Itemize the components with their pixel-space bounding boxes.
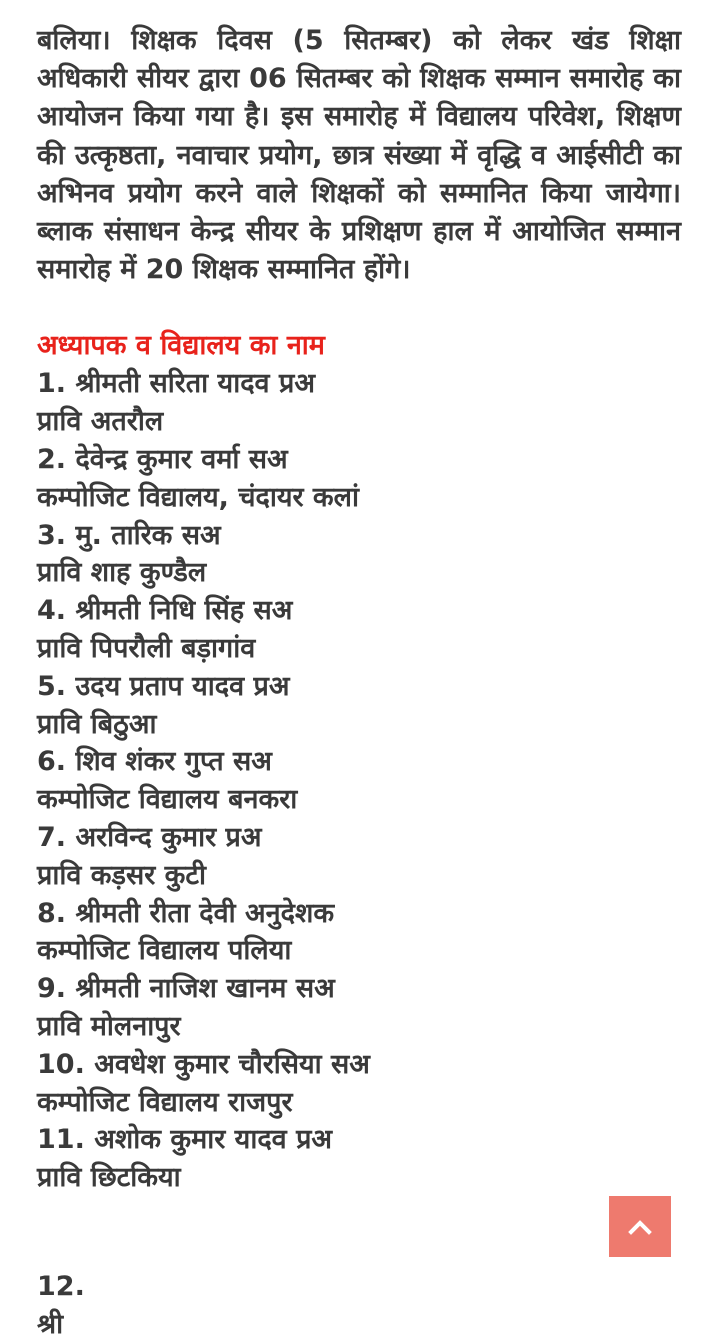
list-item (37, 517, 681, 593)
teacher-name: 2. देवेन्द्र कुमार वर्मा सअ (37, 444, 288, 476)
school-name: प्रावि छिटकिया (37, 1162, 181, 1194)
chevron-up-icon (628, 1219, 652, 1235)
list-item (37, 970, 681, 1046)
teacher-name: 10. अवधेश कुमार चौरसिया सअ (37, 1048, 370, 1080)
school-name: कम्पोजिट विद्यालय राजपुर (37, 1086, 293, 1118)
list-item (37, 1121, 681, 1197)
list-item (37, 441, 681, 517)
teacher-name: 11. अशोक कुमार यादव प्रअ (37, 1124, 333, 1156)
teacher-name: 5. उदय प्रताप यादव प्रअ (37, 670, 290, 702)
list-item-partial (37, 1268, 117, 1340)
school-name: प्रावि अतरौल (37, 406, 164, 438)
school-name: कम्पोजिट विद्यालय, चंदायर कलां (37, 481, 359, 513)
scroll-to-top-button[interactable] (609, 1196, 671, 1257)
article-intro-paragraph: बलिया। शिक्षक दिवस (5 सितम्बर) को लेकर खंड शिक्षा अधिकारी सीयर द्वारा 06 सितम्बर को शिक्षक सम्मान समारोह का आयोजन किया गया है। इस समारोह में विद्यालय परिवेश, शिक्षण की उत्कृष्ठता, नवाचार प्रयोग, छात्र संख्या में वृद्धि व आईसीटी का अभिनव प्रयोग करने वाले शिक्षकों को सम्मानित किया जायेगा। ब्लाक संसाधन केन्द्र सीयर के प्रशिक्षण हाल में आयोजित सम्मान समारोह में 20 शिक्षक सम्मानित होंगे। (37, 25, 681, 286)
school-name: प्रावि बिठुआ (37, 708, 157, 740)
teacher-name: 9. श्रीमती नाजिश खानम सअ (37, 973, 335, 1005)
list-item (37, 895, 681, 971)
school-name: प्रावि कड़सर कुटी (37, 859, 206, 891)
teacher-name: 12. श्री (37, 1271, 85, 1340)
list-item (37, 365, 681, 441)
teacher-name: 1. श्रीमती सरिता यादव प्रअ (37, 368, 315, 400)
teacher-name: 3. मु. तारिक सअ (37, 519, 221, 551)
teacher-name: 4. श्रीमती निधि सिंह सअ (37, 595, 293, 627)
school-name: प्रावि मोलनापुर (37, 1010, 181, 1042)
school-name: कम्पोजिट विद्यालय बनकरा (37, 784, 298, 816)
school-name: प्रावि शाह कुण्डैल (37, 557, 207, 589)
list-item (37, 819, 681, 895)
list-item (37, 743, 681, 819)
list-item (37, 592, 681, 668)
teacher-list-heading: अध्यापक व विद्यालय का नाम (37, 330, 325, 362)
teacher-list (37, 365, 681, 1197)
school-name: प्रावि पिपरौली बड़ागांव (37, 633, 256, 664)
list-item (37, 668, 681, 744)
teacher-name: 8. श्रीमती रीता देवी अनुदेशक (37, 897, 335, 929)
teacher-name: 6. शिव शंकर गुप्त सअ (37, 746, 272, 778)
list-item (37, 1046, 681, 1122)
article-body (37, 22, 681, 1197)
teacher-name: 7. अरविन्द कुमार प्रअ (37, 821, 262, 853)
school-name: कम्पोजिट विद्यालय पलिया (37, 935, 292, 967)
